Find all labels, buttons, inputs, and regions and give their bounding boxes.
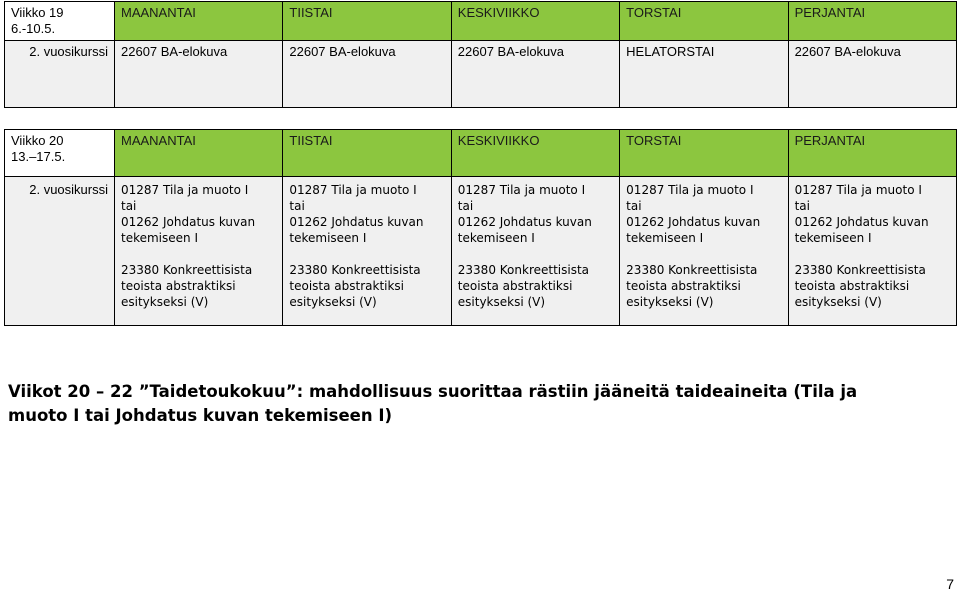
cell-line: 01287 Tila ja muoto I: [289, 183, 417, 197]
cell-line: esitykseksi (V): [457, 295, 546, 309]
cell-line: 01262 Johdatus kuvan: [289, 215, 424, 229]
course-label: 2. vuosikurssi: [5, 41, 115, 108]
cell-line: 23380 Konkreettisista: [626, 263, 758, 277]
cell-line: tai: [289, 199, 305, 213]
cell-line: 23380 Konkreettisista: [457, 263, 590, 277]
cell-line: tai: [626, 199, 642, 213]
cell-line: tai: [457, 199, 474, 213]
taidetoukokuu-note: Viikot 20 – 22 ”Taidetoukokuu”: mahdollisuus suorittaa rästiin jääneitä taideaineita (Tila ja muoto I tai Johdatus kuvan tekemiseen I): [8, 382, 858, 425]
cell-line: 01287 Tila ja muoto I: [626, 183, 754, 197]
day-header-monday: MAANANTAI: [115, 130, 283, 177]
week-label: Viikko 19: [11, 5, 64, 20]
cell-line: teoista abstraktiksi: [121, 279, 236, 293]
day-header-monday: MAANANTAI: [115, 2, 283, 41]
week-label: Viikko 20: [11, 133, 64, 148]
header-row: [5, 2, 957, 41]
cell-line: tai: [121, 199, 137, 213]
table-row: [5, 41, 957, 108]
cell-line: 23380 Konkreettisista: [289, 263, 421, 277]
cell-line: tai: [794, 199, 810, 213]
cell-line: 01262 Johdatus kuvan: [457, 215, 592, 229]
week-20-schedule-table: [4, 129, 957, 326]
course-cell-tuesday: 22607 BA-elokuva: [283, 41, 451, 108]
course-cell-thursday: HELATORSTAI: [620, 41, 788, 108]
table-row: [5, 177, 957, 326]
cell-line: esitykseksi (V): [794, 295, 882, 309]
cell-line: 01287 Tila ja muoto I: [457, 183, 586, 197]
cell-line: 23380 Konkreettisista: [794, 263, 926, 277]
week-19-schedule-table: [4, 1, 957, 108]
cell-line: 01262 Johdatus kuvan: [121, 215, 256, 229]
cell-line: tekemiseen I: [289, 231, 367, 245]
week-cell: [5, 2, 115, 41]
week-dates: 6.-10.5.: [11, 21, 56, 36]
course-cell-thursday: [620, 177, 788, 326]
cell-line: tekemiseen I: [121, 231, 198, 245]
day-header-friday: PERJANTAI: [788, 130, 956, 177]
cell-line: teoista abstraktiksi: [289, 279, 405, 293]
day-header-thursday: TORSTAI: [620, 130, 788, 177]
course-cell-friday: 22607 BA-elokuva: [788, 41, 956, 108]
cell-line: tekemiseen I: [794, 231, 872, 245]
week-dates: 13.–17.5.: [11, 149, 66, 164]
day-header-wednesday: KESKIVIIKKO: [451, 2, 619, 41]
cell-line: tekemiseen I: [626, 231, 704, 245]
cell-line: teoista abstraktiksi: [626, 279, 741, 293]
course-cell-tuesday: [283, 177, 451, 326]
cell-line: tekemiseen I: [457, 231, 535, 245]
cell-line: teoista abstraktiksi: [457, 279, 573, 293]
cell-line: esitykseksi (V): [626, 295, 714, 309]
cell-line: esitykseksi (V): [289, 295, 377, 309]
cell-line: 01262 Johdatus kuvan: [626, 215, 761, 229]
day-header-wednesday: KESKIVIIKKO: [451, 130, 619, 177]
day-header-friday: PERJANTAI: [788, 2, 956, 41]
day-header-thursday: TORSTAI: [620, 2, 788, 41]
course-cell-monday: 22607 BA-elokuva: [115, 41, 283, 108]
page-number: 7: [946, 576, 954, 592]
cell-line: 01287 Tila ja muoto I: [794, 183, 922, 197]
header-row: [5, 130, 957, 177]
course-cell-wednesday: 22607 BA-elokuva: [451, 41, 619, 108]
week-cell: [5, 130, 115, 177]
cell-line: esitykseksi (V): [121, 295, 209, 309]
course-cell-monday: [115, 177, 283, 326]
day-header-tuesday: TIISTAI: [283, 130, 451, 177]
course-cell-wednesday: [451, 177, 619, 326]
course-cell-friday: [788, 177, 956, 326]
cell-line: 01262 Johdatus kuvan: [794, 215, 929, 229]
cell-line: 01287 Tila ja muoto I: [121, 183, 249, 197]
cell-line: teoista abstraktiksi: [794, 279, 910, 293]
day-header-tuesday: TIISTAI: [283, 2, 451, 41]
course-label: 2. vuosikurssi: [5, 177, 115, 326]
cell-line: 23380 Konkreettisista: [121, 263, 253, 277]
